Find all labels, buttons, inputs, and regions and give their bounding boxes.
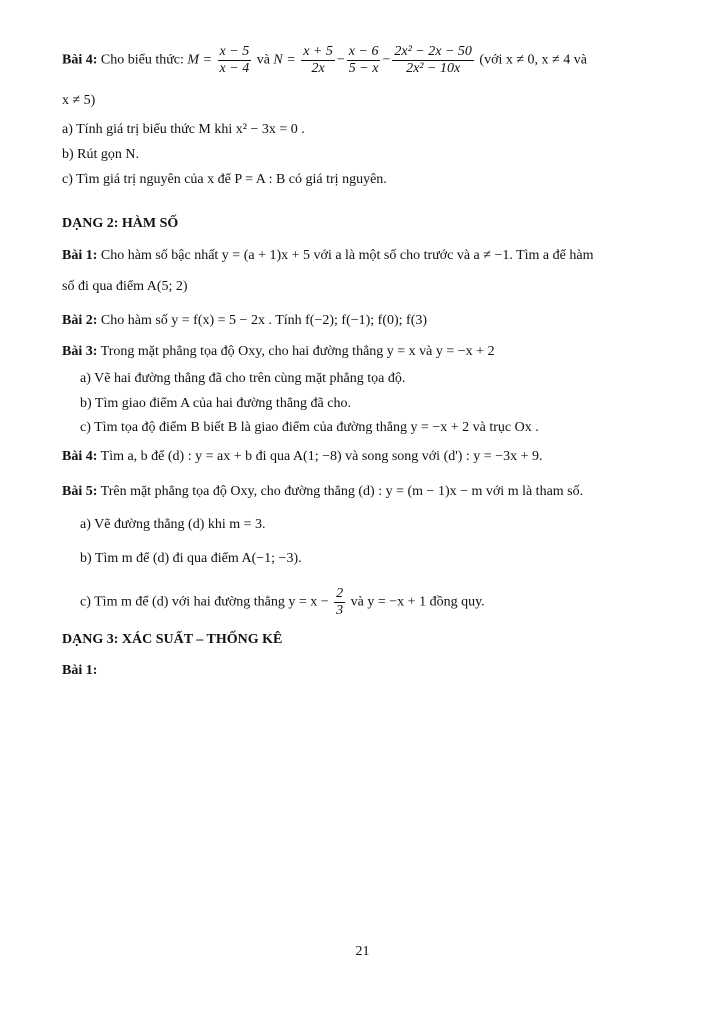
question-a: a) Tính giá trị biểu thức M khi x² − 3x = 0 . (62, 122, 305, 137)
d2-exercise-5: Bài 5: Trên mặt phẳng tọa độ Oxy, cho đường thẳng (d) : y = (m − 1)x − m với m là tham số. (62, 484, 584, 499)
d2-exercise-1: Bài 1: Cho hàm số bậc nhất y = (a + 1)x + 5 với a là một số cho trước và a ≠ −1. Tìm a để hàm (62, 248, 594, 263)
d2-exercise-3-b: b) Tìm giao điểm A của hai đường thẳng đã cho. (80, 396, 351, 411)
d2-exercise-5-a: a) Vẽ đường thẳng (d) khi m = 3. (80, 517, 266, 532)
d2-exercise-4: Bài 4: Tìm a, b để (d) : y = ax + b đi qua A(1; −8) và song song với (d') : y = −3x + 9. (62, 449, 543, 464)
d2-exercise-5-b: b) Tìm m để (d) đi qua điểm A(−1; −3). (80, 551, 302, 566)
page-number: 21 (355, 944, 370, 959)
question-b: b) Rút gọn N. (62, 147, 139, 162)
section-heading-3: DẠNG 3: XÁC SUẤT – THỐNG KÊ (62, 632, 283, 647)
fraction-3: $\frac{\text{2x² − 2x − 50}}{\text{2x² − 10x}}$ (394, 44, 472, 76)
exercise-label: Bài 4: (62, 52, 98, 68)
section-heading-2: DẠNG 2: HÀM SỐ (62, 216, 179, 231)
d2-exercise-5-c: c) Tìm m để (d) với hai đường thẳng y = x − $\frac{2}{3}$ và y = −x + 1 đồng quy. (80, 586, 485, 618)
fraction-1: $\frac{x + 5}{2x}$ (303, 44, 333, 76)
d2-exercise-2: Bài 2: Cho hàm số y = f(x) = 5 − 2x . Tính f(−2); f(−1); f(0); f(3) (62, 313, 428, 328)
condition-continued: x ≠ 5) (62, 93, 96, 108)
fraction-two-thirds: $\frac{2}{3}$ (336, 586, 344, 618)
d2-exercise-3-a: a) Vẽ hai đường thẳng đã cho trên cùng mặt phẳng tọa độ. (80, 371, 406, 386)
fraction-M: $\frac{x - 5}{x - 4}$ (219, 44, 250, 76)
d3-exercise-1: Bài 1: (62, 663, 98, 678)
d2-exercise-3-c: c) Tìm tọa độ điểm B biết B là giao điểm của đường thẳng y = −x + 2 và trục Ox . (80, 420, 539, 435)
exercise-4-statement: Bài 4: Cho biểu thức: M = $\frac{x - 5}{x - 4}$ và N = $\frac{x + 5}{2x}$ − $\frac{x - 6}{5 - x}$ − $\frac{\text{2x² − 2x − 50}}{\text{2x² − 10x}}$ (với x ≠ 0, x ≠ 4 và (62, 44, 587, 76)
fraction-2: $\frac{x - 6}{5 - x}$ (348, 44, 379, 76)
d2-exercise-3: Bài 3: Trong mặt phẳng tọa độ Oxy, cho hai đường thẳng y = x và y = −x + 2 (62, 344, 495, 359)
d2-exercise-1-cont: số đi qua điểm A(5; 2) (62, 279, 188, 294)
question-c: c) Tìm giá trị nguyên của x để P = A : B có giá trị nguyên. (62, 172, 387, 187)
